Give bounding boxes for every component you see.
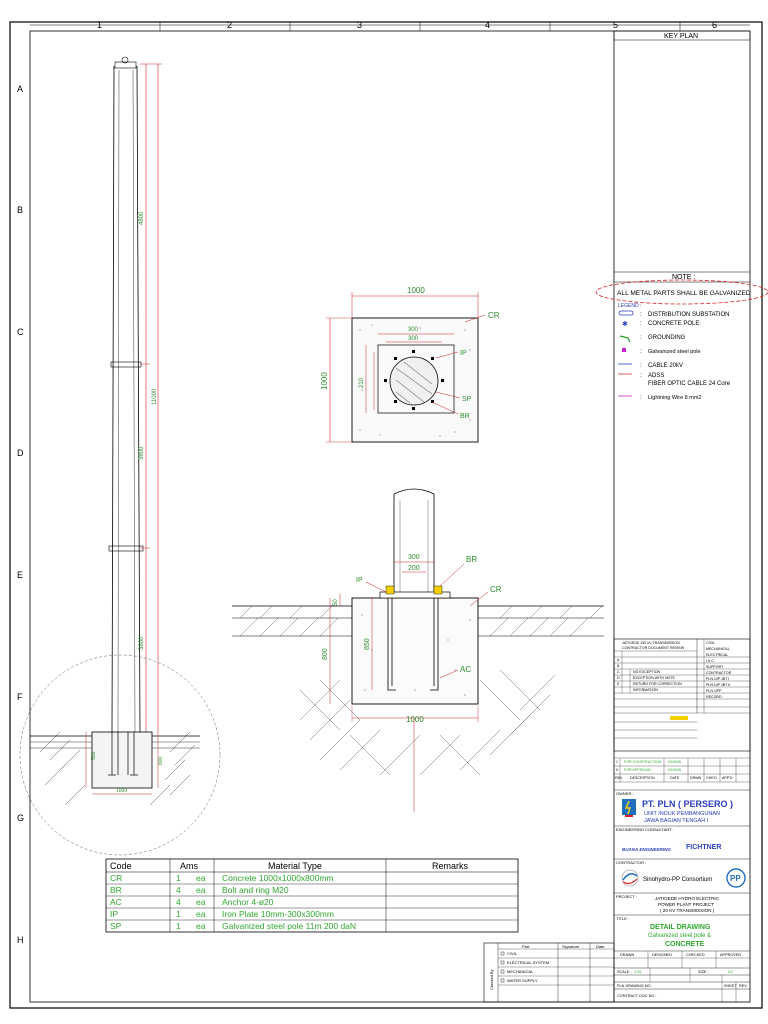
table-row: ea bbox=[196, 885, 206, 895]
review-title-2: CONTRACTOR DOCUMENT REVIEW bbox=[622, 646, 685, 650]
sign-drawn: DRAWN bbox=[620, 953, 635, 957]
table-row: CR bbox=[110, 873, 123, 883]
engineer-a: BUANA ENGINEERING bbox=[622, 847, 671, 852]
legend-item-fiber: FIBER OPTIC CABLE 24 Core bbox=[648, 381, 731, 387]
part-mechanical: MECHANICAL bbox=[507, 969, 534, 974]
inner-frame bbox=[30, 31, 750, 1002]
grid-row-h: H bbox=[17, 935, 24, 945]
concrete-pole-icon: ✱ bbox=[622, 321, 628, 328]
plan-dim-inner-c: 210 bbox=[359, 377, 365, 388]
parts-side-label: Checked By bbox=[490, 969, 494, 990]
svg-text::: : bbox=[640, 395, 642, 401]
grid-col-4: 4 bbox=[485, 20, 491, 30]
size-label: SIZE : bbox=[698, 970, 709, 974]
disc-uip-2: PLN UIP JBT II bbox=[706, 683, 731, 687]
plan-callout-br: BR bbox=[460, 413, 470, 420]
rev-row-2-num: 0 bbox=[616, 768, 618, 772]
legend-item-cable: CABLE 20kV bbox=[648, 363, 684, 369]
grid-row-g: G bbox=[17, 813, 25, 823]
legend-item-lightning: Lightning Wire 8 mm2 bbox=[648, 395, 702, 401]
rev-header-chkd: CHK'D bbox=[706, 776, 717, 780]
foundation-dim-width: 1000 bbox=[116, 788, 128, 794]
rev-header-date: DATE bbox=[670, 776, 680, 780]
engineer-label: ENGINEERING CONSULTANT : bbox=[616, 827, 674, 832]
plan-callout-cr: CR bbox=[488, 311, 500, 320]
review-row-e: E bbox=[617, 682, 620, 686]
grid-row-e: E bbox=[17, 570, 24, 580]
material-table bbox=[106, 859, 518, 932]
disc-mechanical: MECHANICAL bbox=[706, 647, 730, 651]
review-label-4: INFORMATION bbox=[633, 688, 658, 692]
scale-label: SCALE : bbox=[617, 970, 632, 974]
table-row: Concrete 1000x1000x800mm bbox=[222, 873, 334, 883]
drawing-title-2: Galvanized steel pole & bbox=[648, 933, 712, 939]
review-row-a: A bbox=[617, 658, 620, 662]
steel-pole-icon bbox=[622, 348, 626, 352]
note-title: NOTE : bbox=[672, 274, 696, 281]
grounding-icon bbox=[620, 336, 630, 342]
drawing-title-3: CONCRETE bbox=[665, 941, 705, 948]
rev-row-1-date: 2016/06 bbox=[668, 760, 681, 764]
legend-item-steel-pole: Galvanized steel pole bbox=[648, 349, 701, 355]
table-row: 1 bbox=[176, 921, 181, 931]
contractor-badge: PP bbox=[730, 874, 741, 883]
pole-dim-middle: 3800 bbox=[139, 446, 145, 460]
table-row: Iron Plate 10mm-300x300mm bbox=[222, 909, 334, 919]
grid-col-1: 1 bbox=[97, 20, 103, 30]
key-plan-title: KEY PLAN bbox=[664, 33, 699, 40]
part-electrical: ELECTRICAL SYSTEM bbox=[507, 960, 550, 965]
review-row-c: C bbox=[617, 670, 620, 674]
project-label: PROJECT : bbox=[616, 894, 637, 899]
contractor-name: Sinohydro-PP Consortium bbox=[643, 877, 713, 883]
grid-col-6: 6 bbox=[712, 20, 718, 30]
section-callout-ip: IP bbox=[356, 577, 363, 584]
table-row: 4 bbox=[176, 885, 181, 895]
owner-label: OWNER : bbox=[616, 791, 634, 796]
owner-sub-1: UNIT INDUK PEMBANGUNAN bbox=[644, 811, 720, 817]
review-row-d: D bbox=[617, 676, 620, 680]
section-callout-cr: CR bbox=[490, 585, 502, 594]
disc-electrical: ELECTRICAL bbox=[706, 653, 729, 657]
project-line-2: POWER PLANT PROJECT bbox=[658, 902, 715, 907]
svg-text::: : bbox=[640, 373, 642, 379]
sign-designed: DESIGNED bbox=[652, 953, 672, 957]
rev-header-appd: APP'D bbox=[722, 776, 733, 780]
grid-col-2: 2 bbox=[227, 20, 233, 30]
rev-row-2-date: 2016/05 bbox=[668, 768, 681, 772]
table-header-code: Code bbox=[110, 861, 132, 871]
parts-header-signature: Signature bbox=[562, 944, 580, 949]
contract-no-label: CONTRACT DOC NO : bbox=[617, 994, 657, 998]
disc-ic: I & C bbox=[706, 659, 714, 663]
table-header-remarks: Remarks bbox=[432, 861, 469, 871]
foundation-dim-depth: 500 bbox=[91, 751, 97, 760]
table-row: 4 bbox=[176, 897, 181, 907]
section-dim-top-a: 300 bbox=[408, 554, 420, 561]
section-dim-side-c: 850 bbox=[364, 638, 371, 650]
project-line-3: ( 20 KV TRANSMISSION ) bbox=[660, 908, 715, 913]
review-title-1: JATIGEDE 150 kV TRANSMISSION bbox=[622, 641, 680, 645]
rev-row-1-num: 1 bbox=[616, 760, 618, 764]
owner-sub-2: JAWA BAGIAN TENGAH I bbox=[644, 818, 709, 824]
title-label: TITLE : bbox=[616, 916, 630, 921]
plan-dim-inner-a: 300 bbox=[408, 327, 419, 333]
grid-row-b: B bbox=[17, 205, 24, 215]
review-label-3: RETURN FOR CORRECTION bbox=[633, 682, 682, 686]
section-foundation bbox=[352, 598, 478, 704]
grid-row-a: A bbox=[17, 84, 24, 94]
disc-contractor: CONTRACTOR bbox=[706, 671, 732, 675]
review-label-1: NO EXCEPTION bbox=[633, 670, 661, 674]
legend-item-substation: DISTRIBUTION SUBSTATION bbox=[648, 312, 730, 318]
legend-item-adss: ADSS bbox=[648, 373, 665, 379]
pln-logo bbox=[622, 799, 636, 817]
svg-text::: : bbox=[640, 312, 642, 318]
disc-support: SUPPORT bbox=[706, 665, 724, 669]
svg-text::: : bbox=[640, 349, 642, 355]
sheet-label: SHEET bbox=[724, 984, 737, 988]
pole-dim-top: 4800 bbox=[139, 211, 145, 225]
section-dim-side-b: 800 bbox=[322, 648, 329, 660]
part-water: WATER SUPPLY bbox=[507, 978, 538, 983]
plan-dim-height: 1000 bbox=[320, 372, 329, 390]
rev-header-drwn: DRWN bbox=[690, 776, 702, 780]
section-dim-side-a: 50 bbox=[333, 599, 339, 606]
table-row: ea bbox=[196, 921, 206, 931]
rev-header-rev: REV bbox=[615, 776, 623, 780]
drawing-title-1: DETAIL DRAWING bbox=[650, 924, 711, 931]
scale-value: 1:25 bbox=[634, 970, 642, 974]
rev-row-1-desc: FOR CONSTRUCTION bbox=[624, 760, 662, 764]
legend-title: LEGEND : bbox=[618, 303, 642, 309]
parts-header-part: Part bbox=[522, 944, 530, 949]
pole-elevation bbox=[20, 57, 220, 855]
pole-foundation bbox=[92, 732, 152, 788]
table-row: ea bbox=[196, 897, 206, 907]
table-row: AC bbox=[110, 897, 122, 907]
engineer-b: FICHTNER bbox=[686, 844, 722, 851]
legend-item-grounding: GROUNDING bbox=[648, 335, 686, 341]
table-row: 1 bbox=[176, 873, 181, 883]
grid-col-5: 5 bbox=[613, 20, 619, 30]
plan-callout-sp: SP bbox=[462, 396, 472, 403]
disc-uip-1: PLN UIP JBT I bbox=[706, 677, 730, 681]
table-row: SP bbox=[110, 921, 122, 931]
table-row: Bolt and ring M20 bbox=[222, 885, 289, 895]
grid-col-3: 3 bbox=[357, 20, 363, 30]
rev-header-desc: DESCRIPTION bbox=[630, 776, 655, 780]
disc-civil: CIVIL bbox=[706, 641, 715, 645]
section-callout-ac: AC bbox=[460, 665, 472, 674]
sinohydro-logo bbox=[622, 870, 638, 886]
grid-row-f: F bbox=[17, 692, 23, 702]
svg-text::: : bbox=[640, 335, 642, 341]
rev-label: REV. bbox=[739, 984, 748, 988]
title-block bbox=[484, 639, 750, 1002]
pole-dim-bottom: 3800 bbox=[139, 636, 145, 650]
plan-dim-width: 1000 bbox=[407, 286, 425, 295]
drawing-no-label: PLN DRAWING NO : bbox=[617, 984, 653, 988]
size-value: A3 bbox=[728, 970, 733, 974]
svg-text::: : bbox=[640, 363, 642, 369]
rev-row-2-desc: FOR APPROVAL bbox=[624, 768, 652, 772]
plan-view bbox=[320, 286, 500, 442]
svg-text::: : bbox=[640, 321, 642, 327]
sign-approved: APPROVED bbox=[720, 953, 742, 957]
table-row: ea bbox=[196, 909, 206, 919]
grid-rows bbox=[17, 84, 24, 945]
pole-dim-total: 11000 bbox=[152, 388, 158, 405]
right-panel bbox=[596, 31, 768, 1002]
parts-header-date: Date bbox=[596, 944, 605, 949]
grid-row-d: D bbox=[17, 448, 24, 458]
table-header-type: Material Type bbox=[268, 861, 322, 871]
table-row: Galvanized steel pole 11m 200 daN bbox=[222, 921, 357, 931]
part-civil: CIVIL bbox=[507, 951, 518, 956]
plan-dim-inner-b: 300 bbox=[408, 336, 419, 342]
foundation-dim-height: 800 bbox=[158, 756, 164, 765]
section-callout-br: BR bbox=[466, 555, 478, 564]
disc-record: RECORD bbox=[706, 695, 722, 699]
review-label-2: EXCEPTION WITH NOTE bbox=[633, 676, 675, 680]
section-dim-top-b: 200 bbox=[408, 565, 420, 572]
note-main: ALL METAL PARTS SHALL BE GALVANIZED bbox=[617, 290, 751, 297]
section-view bbox=[232, 489, 604, 812]
table-row: Anchor 4-ø20 bbox=[222, 897, 274, 907]
table-row: BR bbox=[110, 885, 122, 895]
disc-upp: PLN UPP bbox=[706, 689, 722, 693]
project-line-1: JATIGEDE HYDRO ELECTRIC bbox=[655, 896, 719, 901]
review-row-b: B bbox=[617, 664, 620, 668]
sign-checked: CHECKED bbox=[686, 953, 705, 957]
plan-callout-ip: IP bbox=[460, 350, 467, 357]
owner-name: PT. PLN ( PERSERO ) bbox=[642, 799, 734, 809]
table-row: ea bbox=[196, 873, 206, 883]
contractor-label: CONTRACTOR : bbox=[616, 860, 647, 865]
table-header-ams: Ams bbox=[180, 861, 198, 871]
substation-icon bbox=[619, 311, 633, 315]
table-row: IP bbox=[110, 909, 119, 919]
grid-row-c: C bbox=[17, 327, 24, 337]
section-dim-bottom: 1000 bbox=[406, 715, 424, 724]
table-row: 1 bbox=[176, 909, 181, 919]
legend-item-concrete-pole: CONCRETE POLE bbox=[648, 321, 700, 327]
